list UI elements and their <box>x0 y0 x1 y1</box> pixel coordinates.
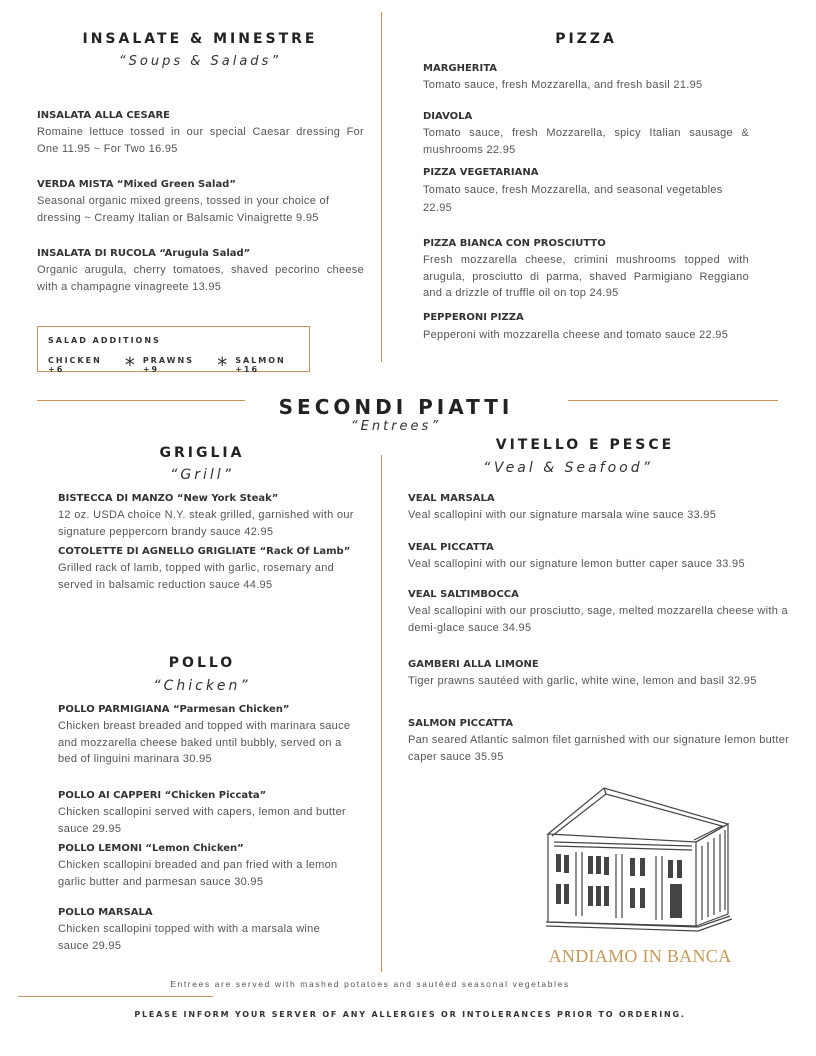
menu-item <box>423 111 749 158</box>
grill-subtitle: “Grill” <box>170 467 234 483</box>
chicken-title: POLLO <box>168 655 236 671</box>
item-description: Organic arugula, cherry tomatoes, shaved pecorino cheese with a champagne vinagreete 13.95 <box>37 264 364 293</box>
item-description: Pan seared Atlantic salmon filet garnished with our signature lemon butter caper sauce 35.95 <box>408 734 790 763</box>
menu-item <box>423 63 749 94</box>
menu-item <box>37 248 364 295</box>
divider-line-left <box>37 400 245 401</box>
menu-item <box>423 312 749 344</box>
item-name: POLLO AI CAPPERI “Chicken Piccata” <box>58 790 267 801</box>
pizza-title: PIZZA <box>555 31 617 47</box>
item-name: PEPPERONI PIZZA <box>423 312 524 323</box>
item-name: VEAL PICCATTA <box>408 542 494 553</box>
item-description: Veal scallopini with our signature lemon butter caper sauce 33.95 <box>408 558 745 570</box>
asterisk-icon: * <box>124 353 135 377</box>
item-description: Fresh mozzarella cheese, crimini mushrooms topped with arugula, prosciutto di parma, shaved Parmigiano Reggiano and a drizzle of truffle oil on top 24.95 <box>423 254 749 299</box>
menu-item <box>58 546 354 593</box>
menu-item <box>408 493 814 524</box>
menu-item <box>58 493 354 540</box>
item-name: COTOLETTE DI AGNELLO GRIGLIATE “Rack Of Lamb” <box>58 546 351 557</box>
item-name: DIAVOLA <box>423 111 473 122</box>
menu-item <box>423 167 749 217</box>
item-description: Tomato sauce, fresh Mozzarella, spicy Italian sausage & mushrooms 22.95 <box>423 127 749 156</box>
item-description: Pepperoni with mozzarella cheese and tomato sauce 22.95 <box>423 329 729 341</box>
entrees-title: SECONDI PIATTI <box>278 395 514 419</box>
item-description: 12 oz. USDA choice N.Y. steak grilled, garnished with our signature peppercorn brandy sauce 42.95 <box>58 509 354 538</box>
item-description: Tiger prawns sautéed with garlic, white wine, lemon and basil 32.95 <box>408 675 757 687</box>
logo-text: ANDIAMO IN BANCA <box>548 946 732 966</box>
column-divider-entrees <box>381 455 382 972</box>
veal-subtitle: “Veal & Seafood” <box>483 460 653 476</box>
menu-item <box>408 659 814 690</box>
menu-item <box>58 790 354 837</box>
salad-additions-box <box>37 326 310 377</box>
item-name: INSALATA ALLA CESARE <box>37 110 170 121</box>
item-name: POLLO LEMONI “Lemon Chicken” <box>58 843 244 854</box>
item-name: SALMON PICCATTA <box>408 718 514 729</box>
divider-line-right <box>568 400 778 401</box>
salads-subtitle: “Soups & Salads” <box>118 54 282 69</box>
addition-prawns: PRAWNS +9 <box>142 356 194 374</box>
menu-item <box>408 589 814 636</box>
column-divider-top <box>381 12 382 362</box>
item-description: Grilled rack of lamb, topped with garlic, rosemary and served in balsamic reduction sauce 44.95 <box>58 562 335 591</box>
item-name: POLLO MARSALA <box>58 907 153 918</box>
item-description: Tomato sauce, fresh Mozzarella, and seasonal vegetables 22.95 <box>423 184 723 214</box>
salad-additions-label: SALAD ADDITIONS <box>48 336 161 345</box>
menu-item <box>408 542 814 573</box>
salad-additions-options <box>48 353 308 377</box>
item-name: VERDA MISTA “Mixed Green Salad” <box>37 179 236 190</box>
item-description: Seasonal organic mixed greens, tossed in your choice of dressing ~ Creamy Italian or Balsamic Vinaigrette 9.95 <box>37 195 330 224</box>
item-name: BISTECCA DI MANZO “New York Steak” <box>58 493 279 504</box>
item-description: Chicken scallopini served with capers, lemon and butter sauce 29.95 <box>58 806 346 835</box>
bank-building-icon <box>546 784 736 934</box>
addition-chicken: CHICKEN +6 <box>48 356 102 374</box>
item-name: VEAL SALTIMBOCCA <box>408 589 519 600</box>
menu-item <box>423 238 749 302</box>
item-description: Romaine lettuce tossed in our special Caesar dressing For One 11.95 ~ For Two 16.95 <box>37 126 364 155</box>
item-description: Chicken breast breaded and topped with marinara sauce and mozzarella cheese baked until bubbly, served on a bed of linguini marinara 30.95 <box>58 720 351 765</box>
menu-item <box>58 843 354 890</box>
item-description: Tomato sauce, fresh Mozzarella, and fresh basil 21.95 <box>423 79 703 91</box>
veal-title: VITELLO E PESCE <box>495 437 675 453</box>
allergy-notice: PLEASE INFORM YOUR SERVER OF ANY ALLERGIES OR INTOLERANCES PRIOR TO ORDERING. <box>134 1010 686 1019</box>
menu-item <box>58 704 354 768</box>
item-name: POLLO PARMIGIANA “Parmesan Chicken” <box>58 704 290 715</box>
item-name: VEAL MARSALA <box>408 493 495 504</box>
salads-title: INSALATE & MINESTRE <box>82 31 318 47</box>
chicken-subtitle: “Chicken” <box>153 678 251 694</box>
item-description: Veal scallopini with our prosciutto, sage, melted mozzarella cheese with a demi-glace sauce 34.95 <box>408 605 788 634</box>
menu-item <box>58 907 354 954</box>
grill-title: GRIGLIA <box>159 445 245 461</box>
item-name: MARGHERITA <box>423 63 498 74</box>
addition-salmon: SALMON +16 <box>235 356 286 374</box>
item-description: Chicken scallopini topped with with a marsala wine sauce 29.95 <box>58 923 321 952</box>
menu-item <box>408 718 800 765</box>
menu-item <box>37 179 364 226</box>
item-name: GAMBERI ALLA LIMONE <box>408 659 539 670</box>
footer-divider-line <box>18 996 213 997</box>
entrees-note: Entrees are served with mashed potatoes and sautéed seasonal vegetables <box>170 979 570 989</box>
entrees-subtitle: “Entrees” <box>350 419 442 434</box>
item-name: PIZZA BIANCA CON PROSCIUTTO <box>423 238 606 249</box>
item-description: Veal scallopini with our signature marsala wine sauce 33.95 <box>408 509 717 521</box>
item-name: INSALATA DI RUCOLA “Arugula Salad” <box>37 248 251 259</box>
menu-item <box>37 110 364 157</box>
asterisk-icon: * <box>217 353 228 377</box>
item-description: Chicken scallopini breaded and pan fried with a lemon garlic butter and parmesan sauce 30.95 <box>58 859 338 888</box>
item-name: PIZZA VEGETARIANA <box>423 167 539 178</box>
